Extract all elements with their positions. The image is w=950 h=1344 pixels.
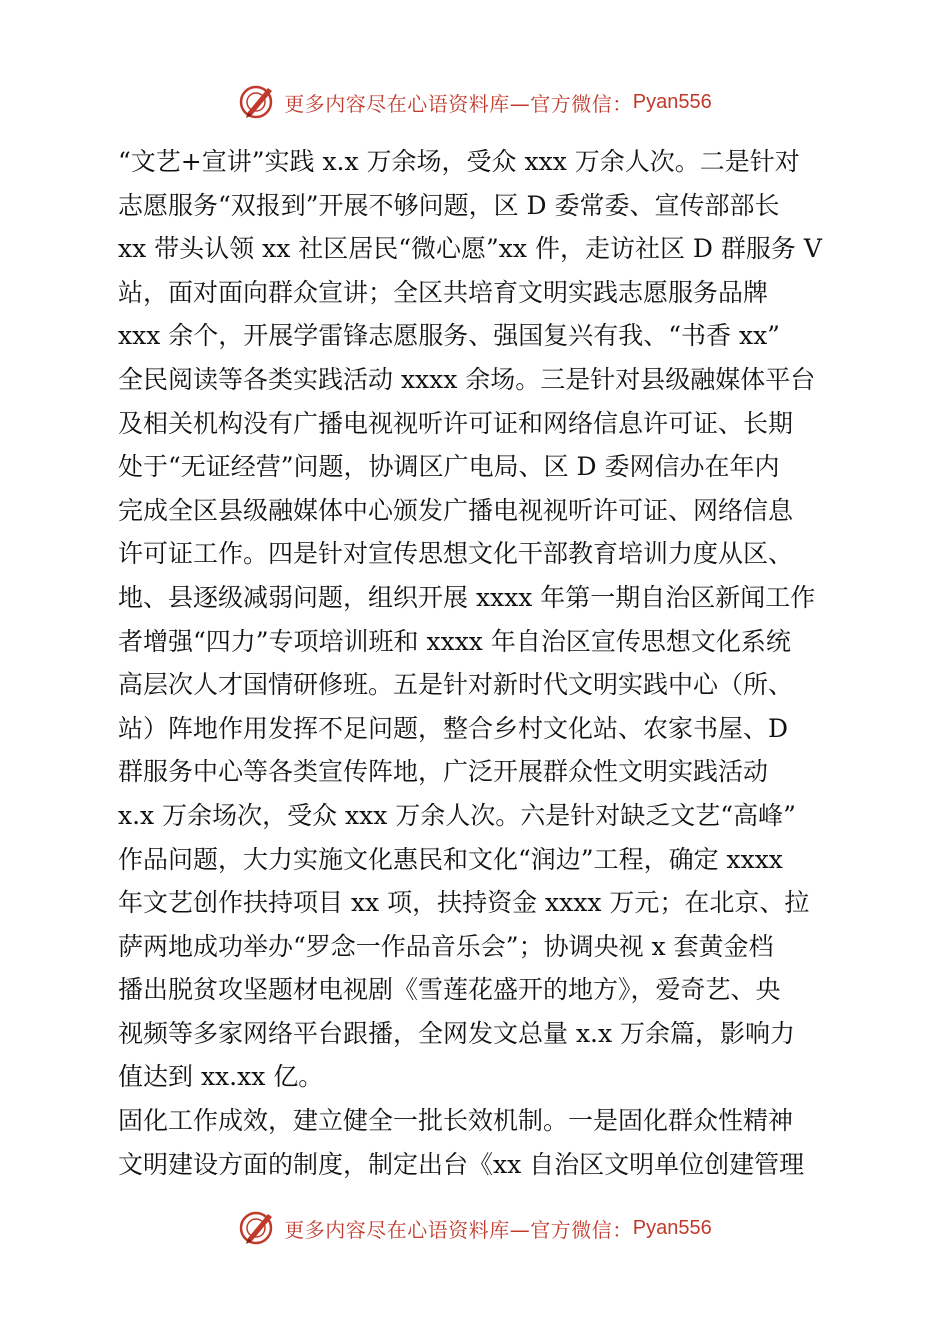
text-line: 高层次人才国情研修班。五是针对新时代文明实践中心（所、 (118, 670, 794, 700)
paragraph-1 (118, 140, 830, 1099)
text-line: 者增强“四力”专项培训班和 xxxx 年自治区宣传思想文化系统 (118, 626, 791, 656)
text-line: 全民阅读等各类实践活动 xxxx 余场。三是针对县级融媒体平台 (118, 364, 816, 394)
text-line: 处于“无证经营”问题，协调区广电局、区 D 委网信办在年内 (118, 452, 780, 482)
text-line: 志愿服务“双报到”开展不够问题，区 D 委常委、宣传部部长 (118, 190, 780, 220)
document-body (118, 140, 830, 1186)
footer-banner-text: 更多内容尽在心语资料库—官方微信： (284, 1217, 633, 1242)
text-line: “文艺+宣讲”实践 x.x 万余场，受众 xxx 万余人次。二是针对 (118, 147, 800, 176)
pen-seal-logo-icon (238, 1208, 278, 1248)
text-line: xx 带头认领 xx 社区居民“微心愿”xx 件，走访社区 D 群服务 V (118, 234, 822, 264)
text-line: 文明建设方面的制度，制定出台《xx 自治区文明单位创建管理 (118, 1149, 805, 1179)
text-line: 值达到 xx.xx 亿。 (118, 1062, 324, 1092)
pen-seal-logo-icon (238, 82, 278, 122)
text-line: xxx 余个，开展学雷锋志愿服务、强国复兴有我、“书香 xx” (118, 321, 780, 351)
text-line: 地、县逐级减弱问题，组织开展 xxxx 年第一期自治区新闻工作 (118, 582, 816, 612)
text-line: 作品问题，大力实施文化惠民和文化“润边”工程，确定 xxxx (118, 844, 783, 874)
text-line: 站，面对面向群众宣讲；全区共培育文明实践志愿服务品牌 (118, 277, 769, 307)
header-wechat-id: Pyan556 (632, 90, 712, 113)
footer-wechat-id: Pyan556 (632, 1216, 712, 1239)
header-banner (0, 80, 950, 124)
text-line: x.x 万余场次，受众 xxx 万余人次。六是针对缺乏文艺“高峰” (118, 800, 796, 830)
text-line: 及相关机构没有广播电视视听许可证和网络信息许可证、长期 (118, 408, 794, 438)
paragraph-2 (118, 1099, 830, 1186)
text-line: 播出脱贫攻坚题材电视剧《雪莲花盛开的地方》，爱奇艺、央 (118, 975, 781, 1005)
text-line: 视频等多家网络平台跟播，全网发文总量 x.x 万余篇，影响力 (118, 1018, 796, 1048)
text-line: 站）阵地作用发挥不足问题，整合乡村文化站、农家书屋、D (118, 713, 789, 743)
text-line: 年文艺创作扶持项目 xx 项，扶持资金 xxxx 万元；在北京、拉 (118, 888, 810, 918)
footer-banner (0, 1206, 950, 1250)
text-line: 固化工作成效，建立健全一批长效机制。一是固化群众性精神 (118, 1106, 794, 1136)
text-line: 完成全区县级融媒体中心颁发广播电视视听许可证、网络信息 (118, 495, 794, 525)
text-line: 群服务中心等各类宣传阵地，广泛开展群众性文明实践活动 (118, 757, 769, 787)
text-line: 许可证工作。四是针对宣传思想文化干部教育培训力度从区、 (118, 539, 794, 569)
text-line: 萨两地成功举办“罗念一作品音乐会”；协调央视 x 套黄金档 (118, 931, 774, 961)
header-banner-text: 更多内容尽在心语资料库—官方微信： (284, 91, 633, 116)
